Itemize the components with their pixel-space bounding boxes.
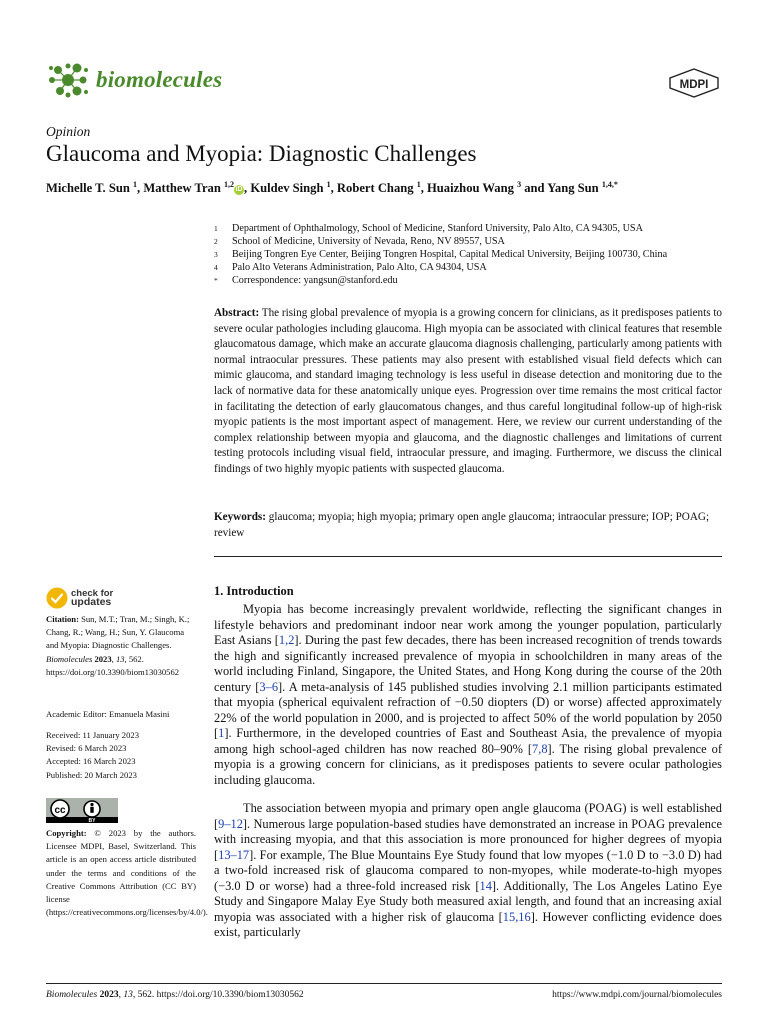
paragraph-text: ]. Additionally, The Los Angeles Latino Eye Study and Singapore Malay Eye Study both measured axial length, and found that an increasing axial myopia was associated with a higher risk of glaucoma [ xyxy=(214,878,722,924)
affiliation-text: Palo Alto Veterans Administration, Palo Alto, CA 94304, USA xyxy=(232,262,487,273)
reference-link[interactable]: 3–6 xyxy=(259,679,279,694)
affiliation-text: Correspondence: yangsun@stanford.edu xyxy=(232,275,398,286)
date-item: Revised: 6 March 2023 xyxy=(46,743,127,754)
author-affiliation: 1,2 xyxy=(224,180,235,189)
footer-year: 2023 xyxy=(99,990,119,1000)
date-item: Published: 20 March 2023 xyxy=(46,769,137,780)
affiliation-item xyxy=(214,235,667,248)
paragraph-text: ]. For example, The Blue Mountains Eye Study found that low myopes (−1.0 D to −3.0 D) had a two-fold increased risk of glaucoma compared to non-myopes, while moderate-to-high myopes (−3.0 D or worse) had a three-fold increased risk [ xyxy=(214,847,722,893)
journal-name: biomolecules xyxy=(96,67,223,92)
keywords-text: glaucoma; myopia; high myopia; primary open angle glaucoma; intraocular pressure; IOP; POAG; review xyxy=(214,511,710,539)
copyright-block xyxy=(46,827,208,919)
affiliation-item xyxy=(214,261,667,274)
journal-logo[interactable] xyxy=(46,60,222,100)
citation-block: Citation: Sun, M.T.; Tran, M.; Singh, K.; Chang, R.; Wang, H.; Sun, Y. Glaucoma and Myopia: Diagnostic Challenges. Biomolecules 2023, 13, 562. https://doi.org/10.3390/biom13030562 xyxy=(46,614,190,677)
citation-journal: Biomolecules xyxy=(46,653,93,664)
footer-journal: Biomolecules xyxy=(46,990,98,1000)
citation-doi[interactable]: , 562. https://doi.org/10.3390/biom13030562 xyxy=(46,653,180,677)
paragraph-text: ]. During the past few decades, there has been increased recognition of trends towards the high and significantly increased prevalence of myopia in schoolchildren in many areas of the world including Finland, Singapore, the United States, and Hong Kong during the course of the 20th century [ xyxy=(214,633,722,694)
cc-by-license-badge[interactable] xyxy=(46,798,118,823)
abstract xyxy=(214,306,722,478)
author-affiliation: 3 xyxy=(517,180,522,189)
check-updates-line1: check for xyxy=(71,587,114,599)
reference-link[interactable]: 15,16 xyxy=(502,909,531,924)
paragraph-text: ]. A meta-analysis of 145 published studies involving 2.1 million participants estimated that myopia (spherical equivalent refraction of −0.50 diopters (D) or worse) affected approximately 22% of the world population in 2000, and is projected to affect 50% of the world population by 2050 [ xyxy=(214,679,722,741)
author-list: Michelle T. Sun $^1$, Matthew Tran $^{1,2}$iD , Kuldev Singh $^1$, Robert Chang $^1$, Huaizhou Wang $^3$ and Yang Sun $^{1,4,*}$ xyxy=(46,180,618,196)
section-heading: 1. Introduction xyxy=(214,584,294,598)
footer-doi[interactable]: , 562. https://doi.org/10.3390/biom13030562 xyxy=(132,990,304,1000)
date-item: Accepted: 16 March 2023 xyxy=(46,756,136,767)
affiliation-item xyxy=(214,222,667,235)
journal-logo-icon xyxy=(46,60,90,100)
affiliations xyxy=(214,222,667,287)
date-item: Received: 11 January 2023 xyxy=(46,730,139,740)
citation-label: Citation: xyxy=(46,614,79,624)
paragraph-text: The association between myopia and primary open angle glaucoma (POAG) is well established [ xyxy=(214,801,722,831)
paragraph-text: ]. However conflicting evidence does exist, particularly xyxy=(214,909,722,940)
mdpi-logo[interactable] xyxy=(668,68,720,98)
author-name: Yang Sun xyxy=(547,181,599,196)
abstract-label: Abstract: xyxy=(214,307,260,319)
footer-volume: 13 xyxy=(123,990,133,1000)
keywords-label: Keywords: xyxy=(214,511,266,523)
person-icon xyxy=(90,803,93,806)
check-for-updates-button[interactable] xyxy=(46,587,113,609)
footer-journal-url[interactable]: https://www.mdpi.com/journal/biomolecules xyxy=(552,990,722,1000)
affiliation-number: 1 xyxy=(214,224,218,233)
author-affiliation: 1 xyxy=(416,180,421,189)
author-affiliation: 1 xyxy=(133,180,138,189)
paragraph-text: ]. Furthermore, in the developed countries of East and Southeast Asia, the prevalence of myopia among high school-aged children has now reached 80–90% [ xyxy=(214,726,722,756)
reference-link[interactable]: 1 xyxy=(218,726,225,741)
abstract-text: The rising global prevalence of myopia is a growing concern for clinicians, as it predisposes patients to severe ocular pathologies including glaucoma. High myopia can be associated with clinical features that resemble glaucomatous damage, which make an accurate glaucoma diagnosis challenging, particularly among patients with normal intraocular pressures. These patients may also present with established visual field defects which can mimic glaucoma, and standard imaging technology is less useful in disease detection and monitoring due to the lack of normative data for these anatomically unique eyes. Progression over time remains the most critical factor in facilitating the detection of early glaucomatous changes, and thus careful longitudinal follow-up of high-risk myopic patients is the most important aspect of management. Here, we review our current understanding of the complex relationship between myopia and glaucoma, and the diagnostic challenges and limitations of current testing protocols including visual field, intraocular pressure, and imaging. Furthermore, we discuss the clinical findings of two highly myopic patients with suspected glaucoma. xyxy=(214,307,722,475)
cc-icon: cc xyxy=(54,805,66,816)
author-affiliation: 1 xyxy=(326,180,331,189)
academic-editor: Academic Editor: Emanuela Masini xyxy=(46,709,170,719)
intro-paragraph-1 xyxy=(214,602,722,789)
reference-link[interactable]: 9–12 xyxy=(218,816,243,831)
affiliation-number: * xyxy=(214,276,218,285)
cc-by-text: BY xyxy=(88,818,96,823)
copyright-label: Copyright: xyxy=(46,828,87,838)
orcid-icon[interactable]: iD xyxy=(235,186,243,194)
affiliation-number: 3 xyxy=(214,250,218,259)
reference-link[interactable]: 7,8 xyxy=(532,741,548,756)
keywords xyxy=(214,510,722,541)
author-name: Michelle T. Sun xyxy=(46,181,130,196)
paragraph-text: Myopia has become increasingly prevalent worldwide, reflecting the significant changes in lifestyle behaviors and predominant indoor near work among the younger population, particularly East Asians [ xyxy=(214,602,722,648)
footer-divider xyxy=(46,983,722,984)
affiliation-item xyxy=(214,274,667,287)
author-affiliation: 1,4,* xyxy=(601,180,618,189)
article-category: Opinion xyxy=(46,124,91,139)
abstract-divider xyxy=(214,556,722,557)
affiliation-text: Beijing Tongren Eye Center, Beijing Tongren Hospital, Capital Medical University, Beijing 100730, China xyxy=(232,249,668,260)
footer-citation: Biomolecules 2023, 13, 562. https://doi.org/10.3390/biom13030562 xyxy=(46,990,304,1000)
affiliation-text: Department of Ophthalmology, School of Medicine, Stanford University, Palo Alto, CA 94305, USA xyxy=(232,223,643,234)
reference-link[interactable]: 14 xyxy=(479,878,492,893)
check-updates-icon xyxy=(46,587,68,609)
author-name: Kuldev Singh xyxy=(250,181,324,196)
affiliation-text: School of Medicine, University of Nevada, Reno, NV 89557, USA xyxy=(232,236,505,247)
citation-volume: 13 xyxy=(115,653,125,664)
paragraph-text: ]. Numerous large population-based studies have demonstrated an increase in POAG prevalence with increasing myopia, and that this association is more pronounced for higher degrees of myopia [ xyxy=(214,816,722,862)
intro-paragraph-2 xyxy=(214,801,722,941)
publisher-name: MDPI xyxy=(679,79,709,91)
reference-link[interactable]: 1,2 xyxy=(278,633,295,648)
article-title: Glaucoma and Myopia: Diagnostic Challenges xyxy=(46,141,477,166)
citation-year: 2023 xyxy=(94,653,112,664)
author-name: Robert Chang xyxy=(336,181,414,196)
paragraph-text: ]. The rising global prevalence of myopia is a growing concern for clinicians, as it predisposes patients to severe ocular pathologies including glaucoma. xyxy=(214,741,722,788)
reference-link[interactable]: 13–17 xyxy=(218,847,250,862)
affiliation-number: 2 xyxy=(214,237,218,246)
author-name: Huaizhou Wang xyxy=(427,181,514,196)
check-updates-line2: updates xyxy=(71,596,112,608)
affiliation-item xyxy=(214,248,667,261)
affiliation-number: 4 xyxy=(214,263,218,272)
citation-text: Sun, M.T.; Tran, M.; Singh, K.; Chang, R.; Wang, H.; Sun, Y. Glaucoma and Myopia: Diagnostic Challenges. xyxy=(46,614,190,651)
copyright-text: © 2023 by the authors. Licensee MDPI, Basel, Switzerland. This article is an open access article distributed under the terms and conditions of the Creative Commons Attribution (CC BY) license (https://creativecommons.org/licenses/by/4.0/). xyxy=(46,828,208,918)
author-name: Matthew Tran xyxy=(143,181,221,196)
article-dates xyxy=(46,729,196,782)
